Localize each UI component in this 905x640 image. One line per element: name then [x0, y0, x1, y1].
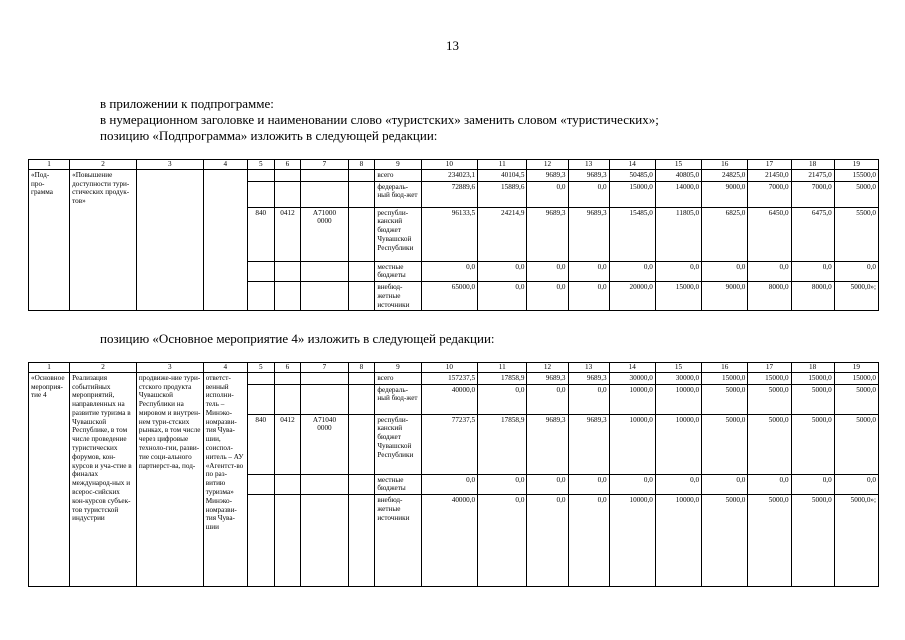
amount-cell: 5000,0: [748, 414, 791, 474]
amount-cell: 15000,0: [609, 181, 655, 207]
header-cell: 12: [527, 160, 568, 170]
amount-cell: 40000,0: [421, 495, 478, 587]
header-cell: 14: [609, 160, 655, 170]
header-cell: 7: [301, 160, 348, 170]
code-cell: [274, 384, 301, 414]
code-cell: [301, 282, 348, 311]
amount-cell: 5000,0: [791, 384, 834, 414]
amount-cell: 30000,0: [655, 372, 701, 384]
code-cell: [348, 207, 375, 261]
code-cell: А71040 0000: [301, 414, 348, 474]
header-cell: 16: [702, 160, 748, 170]
header-cell: 5: [247, 363, 274, 373]
amount-cell: 5000,0: [791, 495, 834, 587]
amount-cell: 15889,6: [478, 181, 527, 207]
amount-cell: 5000,0: [702, 384, 748, 414]
code-cell: 840: [247, 414, 274, 474]
header-cell: 9: [375, 160, 421, 170]
amount-cell: 9689,3: [527, 169, 568, 181]
funding-source-cell: республи-канский бюджет Чувашской Республики: [375, 414, 421, 474]
amount-cell: 0,0: [527, 282, 568, 311]
description-cell-col1: «Основное мероприя-тие 4: [29, 372, 70, 586]
amount-cell: 5000,0: [791, 414, 834, 474]
code-cell: 0412: [274, 414, 301, 474]
header-cell: 10: [421, 363, 478, 373]
header-cell: 15: [655, 160, 701, 170]
header-row: [29, 160, 879, 170]
amount-cell: 5000,0: [702, 495, 748, 587]
header-cell: 18: [791, 160, 834, 170]
header-cell: 1: [29, 363, 70, 373]
main-activity-4-table: [28, 362, 879, 587]
header-cell: 6: [274, 160, 301, 170]
amount-cell: 9689,3: [527, 414, 568, 474]
amount-cell: 5000,0: [834, 384, 878, 414]
mid-line: позицию «Основное мероприятие 4» изложить в следующей редакции:: [100, 331, 495, 346]
header-cell: 4: [203, 363, 247, 373]
amount-cell: 157237,5: [421, 372, 478, 384]
amount-cell: 11805,0: [655, 207, 701, 261]
amount-cell: 0,0: [702, 474, 748, 495]
amount-cell: 0,0: [655, 261, 701, 282]
code-cell: [301, 372, 348, 384]
amount-cell: 5500,0: [834, 207, 878, 261]
description-cell-col3: продвиже-ние тури-стского продукта Чувашской Республики на мировом и внутрен-нем тури-стских рынках, в том числе через цифровые техноло-гии, разви-тие соци-ального партнерст-ва, под-: [136, 372, 203, 586]
code-cell: [301, 474, 348, 495]
amount-cell: 0,0: [421, 261, 478, 282]
code-cell: [247, 372, 274, 384]
amount-cell: 0,0: [478, 282, 527, 311]
amount-cell: 0,0: [527, 384, 568, 414]
amount-cell: 15500,0: [834, 169, 878, 181]
amount-cell: 5000,0: [834, 414, 878, 474]
header-cell: 12: [527, 363, 568, 373]
code-cell: [348, 384, 375, 414]
header-cell: 10: [421, 160, 478, 170]
header-cell: 13: [568, 363, 609, 373]
description-cell-col2: «Повышение доступности тури-стических продук-тов»: [70, 169, 137, 311]
amount-cell: 50485,0: [609, 169, 655, 181]
header-cell: 2: [70, 363, 137, 373]
header-cell: 8: [348, 160, 375, 170]
amount-cell: 0,0: [748, 474, 791, 495]
amount-cell: 0,0: [527, 181, 568, 207]
amount-cell: 8000,0: [791, 282, 834, 311]
amount-cell: 17858,9: [478, 372, 527, 384]
page-number: 13: [446, 38, 459, 53]
code-cell: [348, 372, 375, 384]
funding-source-cell: местные бюджеты: [375, 474, 421, 495]
amount-cell: 0,0: [478, 474, 527, 495]
amount-cell: 5000,0: [834, 181, 878, 207]
funding-source-cell: федераль-ный бюд-жет: [375, 384, 421, 414]
amount-cell: 20000,0: [609, 282, 655, 311]
funding-source-cell: федераль-ный бюд-жет: [375, 181, 421, 207]
amount-cell: 24825,0: [702, 169, 748, 181]
code-cell: [274, 169, 301, 181]
code-cell: [247, 384, 274, 414]
amount-cell: 0,0: [834, 261, 878, 282]
header-cell: 17: [748, 160, 791, 170]
header-cell: 7: [301, 363, 348, 373]
header-cell: 3: [136, 160, 203, 170]
code-cell: [247, 495, 274, 587]
header-cell: 13: [568, 160, 609, 170]
amount-cell: 5000,0: [748, 384, 791, 414]
code-cell: [247, 169, 274, 181]
amount-cell: 9689,3: [568, 207, 609, 261]
amount-cell: 0,0: [568, 261, 609, 282]
amount-cell: 0,0: [478, 495, 527, 587]
code-cell: [247, 181, 274, 207]
amount-cell: 0,0: [568, 181, 609, 207]
code-cell: 0412: [274, 207, 301, 261]
code-cell: [274, 372, 301, 384]
header-cell: 1: [29, 160, 70, 170]
amount-cell: 0,0: [421, 474, 478, 495]
code-cell: [301, 384, 348, 414]
code-cell: [301, 495, 348, 587]
amount-cell: 15000,0: [748, 372, 791, 384]
amount-cell: 15000,0: [702, 372, 748, 384]
amount-cell: 0,0: [568, 474, 609, 495]
amount-cell: 8000,0: [748, 282, 791, 311]
header-cell: 11: [478, 160, 527, 170]
amount-cell: 5000,0»;: [834, 495, 878, 587]
amount-cell: 72889,6: [421, 181, 478, 207]
header-row: [29, 363, 879, 373]
amount-cell: 9000,0: [702, 282, 748, 311]
header-cell: 14: [609, 363, 655, 373]
header-cell: 3: [136, 363, 203, 373]
amount-cell: 0,0: [527, 495, 568, 587]
amount-cell: 0,0: [609, 261, 655, 282]
code-cell: [301, 169, 348, 181]
amount-cell: 6475,0: [791, 207, 834, 261]
code-cell: [348, 495, 375, 587]
amount-cell: 0,0: [568, 495, 609, 587]
funding-source-cell: всего: [375, 169, 421, 181]
header-cell: 16: [702, 363, 748, 373]
amount-cell: 21450,0: [748, 169, 791, 181]
amount-cell: 10000,0: [609, 414, 655, 474]
code-cell: [348, 169, 375, 181]
description-cell-col3: [136, 169, 203, 311]
table-row: [29, 169, 879, 181]
header-cell: 19: [834, 363, 878, 373]
amount-cell: 0,0: [527, 261, 568, 282]
amount-cell: 15000,0: [834, 372, 878, 384]
amount-cell: 9689,3: [568, 169, 609, 181]
header-cell: 18: [791, 363, 834, 373]
amount-cell: 5000,0»;: [834, 282, 878, 311]
amount-cell: 0,0: [834, 474, 878, 495]
amount-cell: 6825,0: [702, 207, 748, 261]
code-cell: [301, 181, 348, 207]
amount-cell: 7000,0: [748, 181, 791, 207]
amount-cell: 0,0: [748, 261, 791, 282]
intro-line-3: позицию «Подпрограмма» изложить в следующей редакции:: [100, 128, 438, 143]
amount-cell: 5000,0: [748, 495, 791, 587]
amount-cell: 0,0: [791, 261, 834, 282]
amount-cell: 21475,0: [791, 169, 834, 181]
header-cell: 8: [348, 363, 375, 373]
code-cell: 840: [247, 207, 274, 261]
header-cell: 2: [70, 160, 137, 170]
description-cell-col4: [203, 169, 247, 311]
code-cell: [247, 261, 274, 282]
code-cell: А71000 0000: [301, 207, 348, 261]
amount-cell: 7000,0: [791, 181, 834, 207]
amount-cell: 0,0: [791, 474, 834, 495]
funding-source-cell: внебюд-жетные источники: [375, 282, 421, 311]
amount-cell: 0,0: [568, 282, 609, 311]
intro-line-2: в нумерационном заголовке и наименовании слово «туристских» заменить словом «туристических»;: [100, 112, 659, 127]
header-cell: 5: [247, 160, 274, 170]
header-cell: 19: [834, 160, 878, 170]
description-cell-col4: ответст-венный исполни-тель – Минэко-номразви-тия Чува-шии, соиспол-нитель – АУ «Агентст-во по раз-витию туризма» Минэко-номразви-тия Чува-шии: [203, 372, 247, 586]
header-cell: 15: [655, 363, 701, 373]
header-cell: 11: [478, 363, 527, 373]
amount-cell: 10000,0: [655, 384, 701, 414]
code-cell: [274, 282, 301, 311]
amount-cell: 77237,5: [421, 414, 478, 474]
amount-cell: 10000,0: [655, 495, 701, 587]
code-cell: [274, 181, 301, 207]
header-cell: 9: [375, 363, 421, 373]
funding-source-cell: всего: [375, 372, 421, 384]
amount-cell: 0,0: [655, 474, 701, 495]
amount-cell: 9689,3: [568, 414, 609, 474]
funding-source-cell: республи-канский бюджет Чувашской Республики: [375, 207, 421, 261]
description-cell-col2: Реализация событийных мероприятий, направленных на развитие туризма в Чувашской Республике, в том числе проведение туристических форумов, кон-курсов и уча-стие в финалах международ-ных и всерос-сийских кон-курсов субъек-тов туристской индустрии: [70, 372, 137, 586]
amount-cell: 0,0: [527, 474, 568, 495]
amount-cell: 96133,5: [421, 207, 478, 261]
amount-cell: 10000,0: [655, 414, 701, 474]
code-cell: [247, 474, 274, 495]
amount-cell: 0,0: [609, 474, 655, 495]
code-cell: [348, 414, 375, 474]
amount-cell: 24214,9: [478, 207, 527, 261]
amount-cell: 15000,0: [655, 282, 701, 311]
amount-cell: 6450,0: [748, 207, 791, 261]
amount-cell: 0,0: [478, 384, 527, 414]
amount-cell: 14000,0: [655, 181, 701, 207]
amount-cell: 40805,0: [655, 169, 701, 181]
amount-cell: 9689,3: [527, 372, 568, 384]
funding-source-cell: местные бюджеты: [375, 261, 421, 282]
code-cell: [274, 474, 301, 495]
amount-cell: 9689,3: [527, 207, 568, 261]
amount-cell: 65000,0: [421, 282, 478, 311]
amount-cell: 5000,0: [702, 414, 748, 474]
code-cell: [274, 495, 301, 587]
subprogram-table: [28, 159, 879, 311]
amount-cell: 17858,9: [478, 414, 527, 474]
description-cell-col1: «Под- про- грамма: [29, 169, 70, 311]
amount-cell: 234023,1: [421, 169, 478, 181]
amount-cell: 15000,0: [791, 372, 834, 384]
table-row: [29, 372, 879, 384]
code-cell: [348, 181, 375, 207]
amount-cell: 15485,0: [609, 207, 655, 261]
code-cell: [348, 474, 375, 495]
amount-cell: 9689,3: [568, 372, 609, 384]
amount-cell: 0,0: [702, 261, 748, 282]
code-cell: [247, 282, 274, 311]
header-cell: 6: [274, 363, 301, 373]
header-cell: 17: [748, 363, 791, 373]
amount-cell: 0,0: [568, 384, 609, 414]
code-cell: [274, 261, 301, 282]
header-cell: 4: [203, 160, 247, 170]
amount-cell: 10000,0: [609, 495, 655, 587]
amount-cell: 40000,0: [421, 384, 478, 414]
intro-line-1: в приложении к подпрограмме:: [100, 96, 274, 111]
code-cell: [301, 261, 348, 282]
amount-cell: 9000,0: [702, 181, 748, 207]
amount-cell: 40104,5: [478, 169, 527, 181]
amount-cell: 10000,0: [609, 384, 655, 414]
amount-cell: 0,0: [478, 261, 527, 282]
funding-source-cell: внебюд-жетные источники: [375, 495, 421, 587]
code-cell: [348, 261, 375, 282]
code-cell: [348, 282, 375, 311]
amount-cell: 30000,0: [609, 372, 655, 384]
